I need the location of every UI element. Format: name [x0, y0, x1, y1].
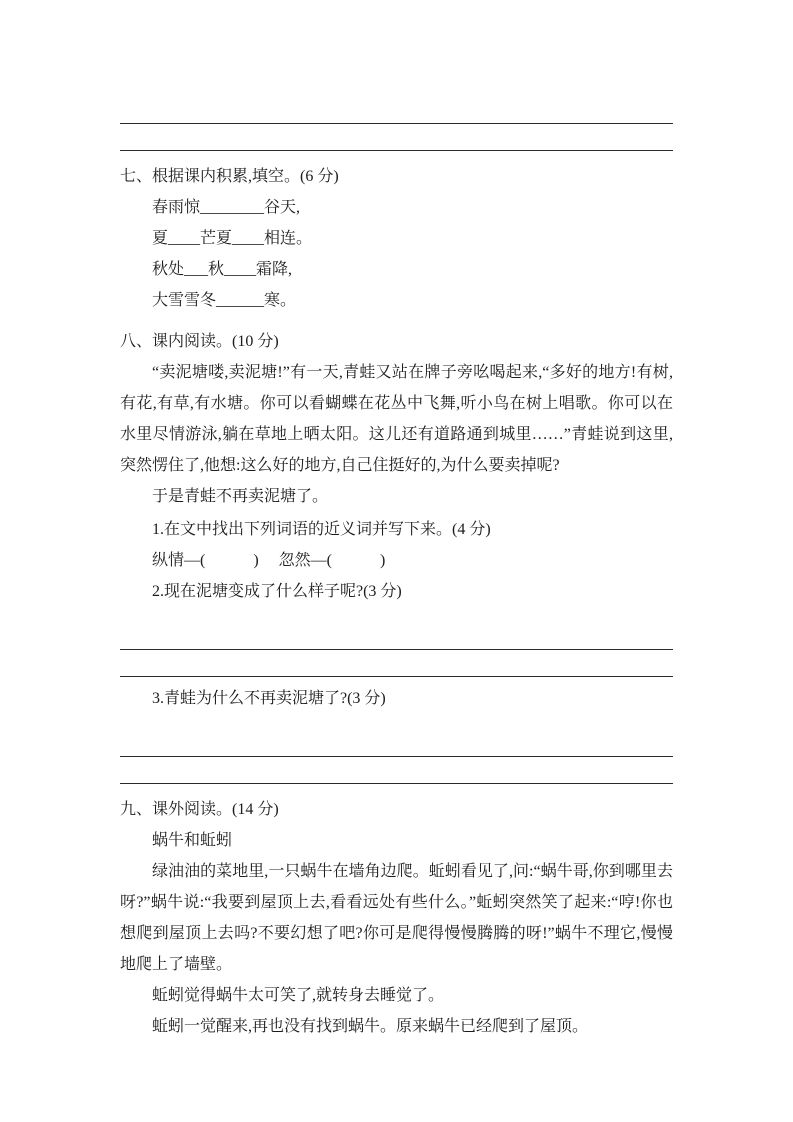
fill-blank-line: 秋处___秋____霜降,: [152, 261, 293, 278]
answer-line: [120, 757, 673, 784]
synonym-blanks: 纵情—( ) 忽然—( ): [152, 552, 386, 569]
answer-area: [120, 623, 673, 677]
reading-passage-paragraph: “卖泥塘喽,卖泥塘!”有一天,青蛙又站在牌子旁吆喝起来,“多好的地方!有树,有花,有草,有水塘。你可以看蝴蝶在花丛中飞舞,听小鸟在树上唱歌。你可以在水里尽情游泳,躺在草地上晒太阳。这儿还有道路通到城里……”青蛙说到这里,突然愣住了,他想:这么好的地方,自己住挺好的,为什么要卖掉呢?: [120, 364, 673, 474]
question-2: 2.现在泥塘变成了什么样子呢?(3 分): [152, 583, 402, 600]
fill-blank-line: 夏____芒夏____相连。: [152, 230, 313, 247]
section-8-heading: 八、课内阅读。(10 分): [120, 333, 279, 350]
worksheet-content: [120, 98, 673, 1042]
question-3: 3.青蛙为什么不再卖泥塘了?(3 分): [152, 690, 386, 707]
answer-line: [120, 623, 673, 650]
section-9: [120, 794, 673, 1042]
section-9-heading: 九、课外阅读。(14 分): [120, 801, 279, 818]
question-1: 1.在文中找出下列词语的近义词并写下来。(4 分): [152, 521, 491, 538]
passage-title: 蜗牛和蚯蚓: [152, 832, 233, 849]
reading-passage-paragraph: 绿油油的菜地里,一只蜗牛在墙角边爬。蚯蚓看见了,问:“蜗牛哥,你到哪里去呀?”蜗牛说:“我要到屋顶上去,看看远处有些什么。”蚯蚓突然笑了起来:“哼!你也想爬到屋顶上去吗?不要幻想了吧?你可是爬得慢慢腾腾的呀!”蜗牛不理它,慢慢地爬上了墙壁。: [120, 863, 673, 973]
answer-line: [120, 124, 673, 151]
answer-line: [120, 650, 673, 677]
reading-passage-paragraph: 蚯蚓觉得蜗牛太可笑了,就转身去睡觉了。: [152, 987, 445, 1004]
answer-line: [120, 730, 673, 757]
reading-passage-paragraph: 蚯蚓一觉醒来,再也没有找到蜗牛。原来蜗牛已经爬到了屋顶。: [152, 1018, 589, 1035]
fill-blank-line: 春雨惊________谷天,: [152, 199, 301, 216]
answer-line: [120, 98, 673, 124]
answer-area: [120, 730, 673, 784]
fill-blank-line: 大雪雪冬______寒。: [152, 292, 297, 309]
reading-passage-paragraph: 于是青蛙不再卖泥塘了。: [152, 488, 329, 505]
section-7-heading: 七、根据课内积累,填空。(6 分): [120, 168, 339, 185]
